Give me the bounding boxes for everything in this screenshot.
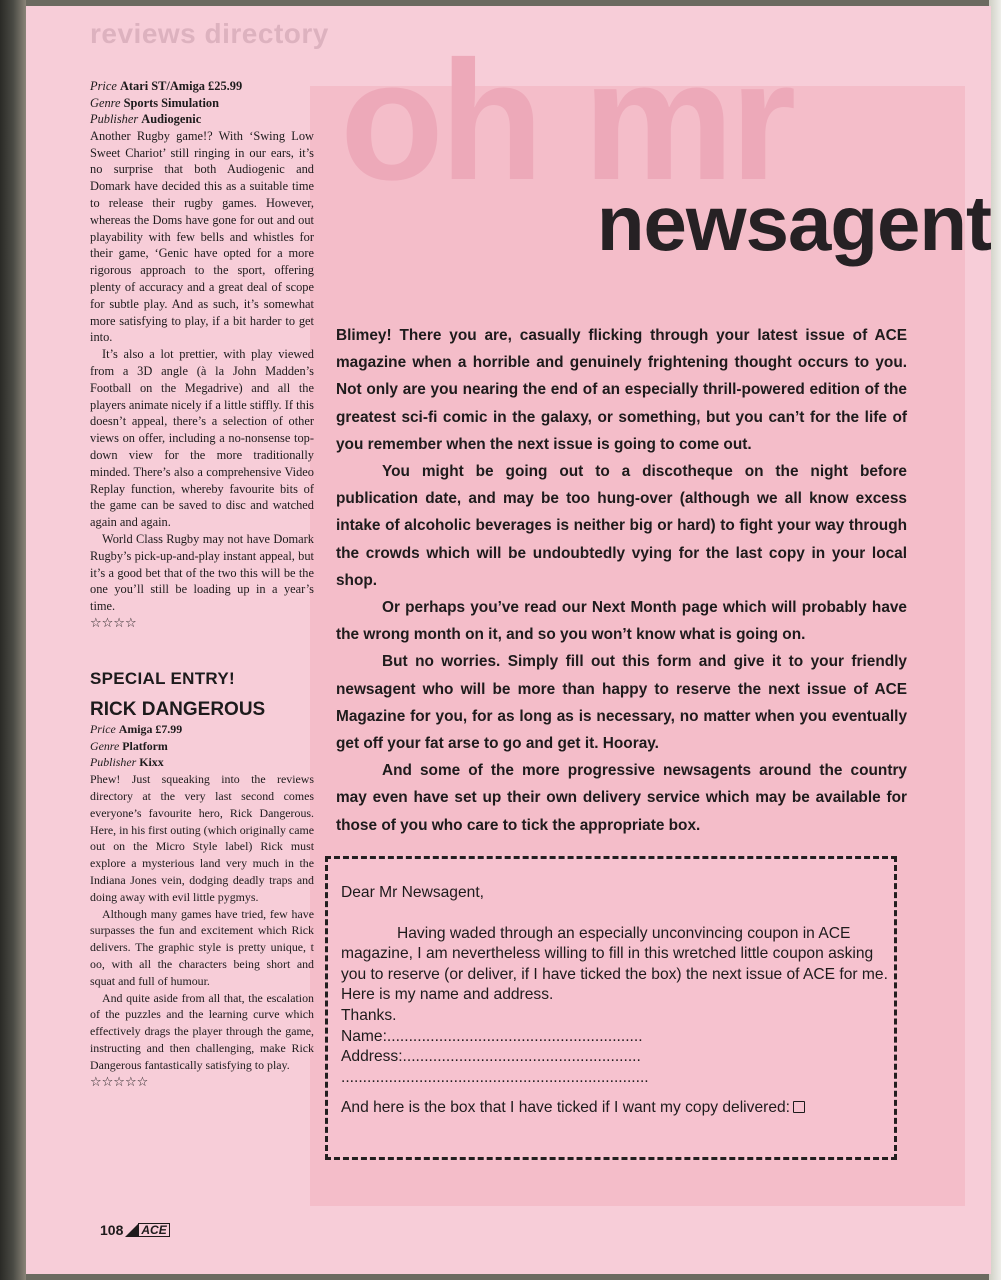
article-paragraph: But no worries. Simply fill out this form and give it to your friendly newsagent who will be more than happy to reserve the next issue of ACE Magazine for you, for as long as is necessary, no matter when you eventually get off your fat arse to go and get it. Hooray.: [336, 653, 907, 753]
review-meta-price: Price Atari ST/Amiga £25.99: [90, 79, 243, 93]
review-world-class-rugby: [90, 78, 314, 632]
page-number: 108: [100, 1222, 124, 1238]
coupon-thanks: Thanks.: [341, 1006, 397, 1024]
delivery-label: And here is the box that I have ticked if I want my copy delivered:: [341, 1099, 790, 1117]
coupon-body: Having waded through an especially unconvincing coupon in ACE magazine, I am nevertheless willing to fill in this wretched little coupon asking you to reserve (or deliver, if I have ticked the box) the next issue of ACE for me. Here is my name and address.: [341, 924, 888, 1004]
article-paragraph: Blimey! There you are, casually flicking through your latest issue of ACE magazine when a horrible and genuinely frightening thought occurs to you. Not only are you nearing the end of an especially thrill-powered edition of the greatest sci-fi comic in the galaxy, or something, but you can’t for the life of you remember when the next issue is going to come out.: [336, 327, 907, 453]
section-header: reviews directory: [90, 18, 329, 49]
reservation-coupon: [325, 856, 897, 1160]
page-footer: [100, 1222, 170, 1238]
article-paragraph: You might be going out to a discotheque on the night before publication date, and may be too hung-over (although we all know excess intake of alcoholic beverages is neither big or hard) to fight your way through the crowds which will be undoubtedly vying for the last copy in your local shop.: [336, 463, 907, 589]
ace-logo-text: ACE: [138, 1223, 169, 1237]
article-headline: newsagent: [596, 179, 991, 267]
headline-background-text: oh mr: [340, 26, 793, 216]
ace-logo-icon: [125, 1223, 169, 1237]
reviews-column: [90, 78, 314, 1091]
review-meta-genre: Genre Sports Simulation: [90, 95, 219, 110]
review-paragraph: It’s also a lot prettier, with play viewed from a 3D angle (à la John Madden’s Football on the Megadrive) and all the players animate nicely if a little stiffly. If this doesn’t appeal, there’s a selection of other views on offer, including a no-nonsense top-down view for the more traditionally minded. There’s also a comprehensive Video Replay function, whereby favourite bits of the game can be saved to disc and watched again and again.: [90, 347, 314, 530]
review-title: RICK DANGEROUS: [90, 698, 266, 720]
coupon-text: [341, 883, 889, 1119]
star-rating: ☆☆☆☆: [90, 615, 137, 631]
special-entry-heading: SPECIAL ENTRY!: [90, 668, 235, 688]
review-meta-price: Price Amiga £7.99: [90, 721, 183, 736]
review-rick-dangerous: [90, 721, 314, 1091]
article-body: [336, 322, 907, 839]
coupon-greeting: Dear Mr Newsagent,: [341, 884, 484, 901]
review-paragraph: Phew! Just squeaking into the reviews directory at the very last second comes everyone’s favourite hero, Rick Dangerous. Here, in his first outing (which originally came out on the Micro Style label) Rick must explore a mysterious land very much in the Indiana Jones vein, dodging deadly traps and doing away with evil little pygmys.: [90, 772, 314, 904]
article-paragraph: And some of the more progressive newsagents around the country may even have set up their own delivery service which may be available for those of you who care to tick the appropriate box.: [336, 762, 907, 834]
review-paragraph: And quite aside from all that, the escalation of the puzzles and the learning curve which effectively drags the player through the game, instructing and then challenging, make Rick Dangerous fantastically satisfying to play.: [90, 990, 314, 1072]
review-meta-publisher: Publisher Audiogenic: [90, 112, 202, 127]
address-field-line-2[interactable]: .......................................................................: [341, 1068, 649, 1086]
delivery-checkbox-icon[interactable]: [793, 1101, 805, 1113]
review-paragraph: Although many games have tried, few have surpasses the fun and excitement which Rick delivers. The graphic style is pretty unique, t oo, with all the characters being short and squat and full of humour.: [90, 906, 314, 988]
binding-spine: [0, 0, 26, 1280]
review-meta-publisher: Publisher Kixx: [90, 755, 164, 770]
article-paragraph: Or perhaps you’ve read our Next Month page which will probably have the wrong month on it, and so you won’t know what is going on.: [336, 599, 907, 644]
review-meta-genre: Genre Platform: [90, 738, 168, 753]
delivery-option: [341, 1098, 889, 1119]
name-field[interactable]: Name:...........................................................: [341, 1027, 643, 1045]
review-paragraph: World Class Rugby may not have Domark Rugby’s pick-up-and-play instant appeal, but it’s a good bet that of the two this will be the one you’ll still be loading up in a year’s time.: [90, 531, 314, 614]
magazine-page: [26, 6, 991, 1274]
review-paragraph: Another Rugby game!? With ‘Swing Low Sweet Chariot’ still ringing in our ears, it’s no surprise that both Audiogenic and Domark have decided this as a suitable time to release their rugby games. However, whereas the Doms have gone for out and out playability with few bells and whistles for their game, ‘Genic have opted for a more rigorous approach to the sport, offering plenty of accuracy and a great deal of scope for subtle play. And as such, it’s somewhat more satisfying to play, if a bit harder to get into.: [90, 128, 314, 345]
star-rating: ☆☆☆☆☆: [90, 1074, 149, 1090]
address-field[interactable]: Address:.......................................................: [341, 1048, 641, 1066]
